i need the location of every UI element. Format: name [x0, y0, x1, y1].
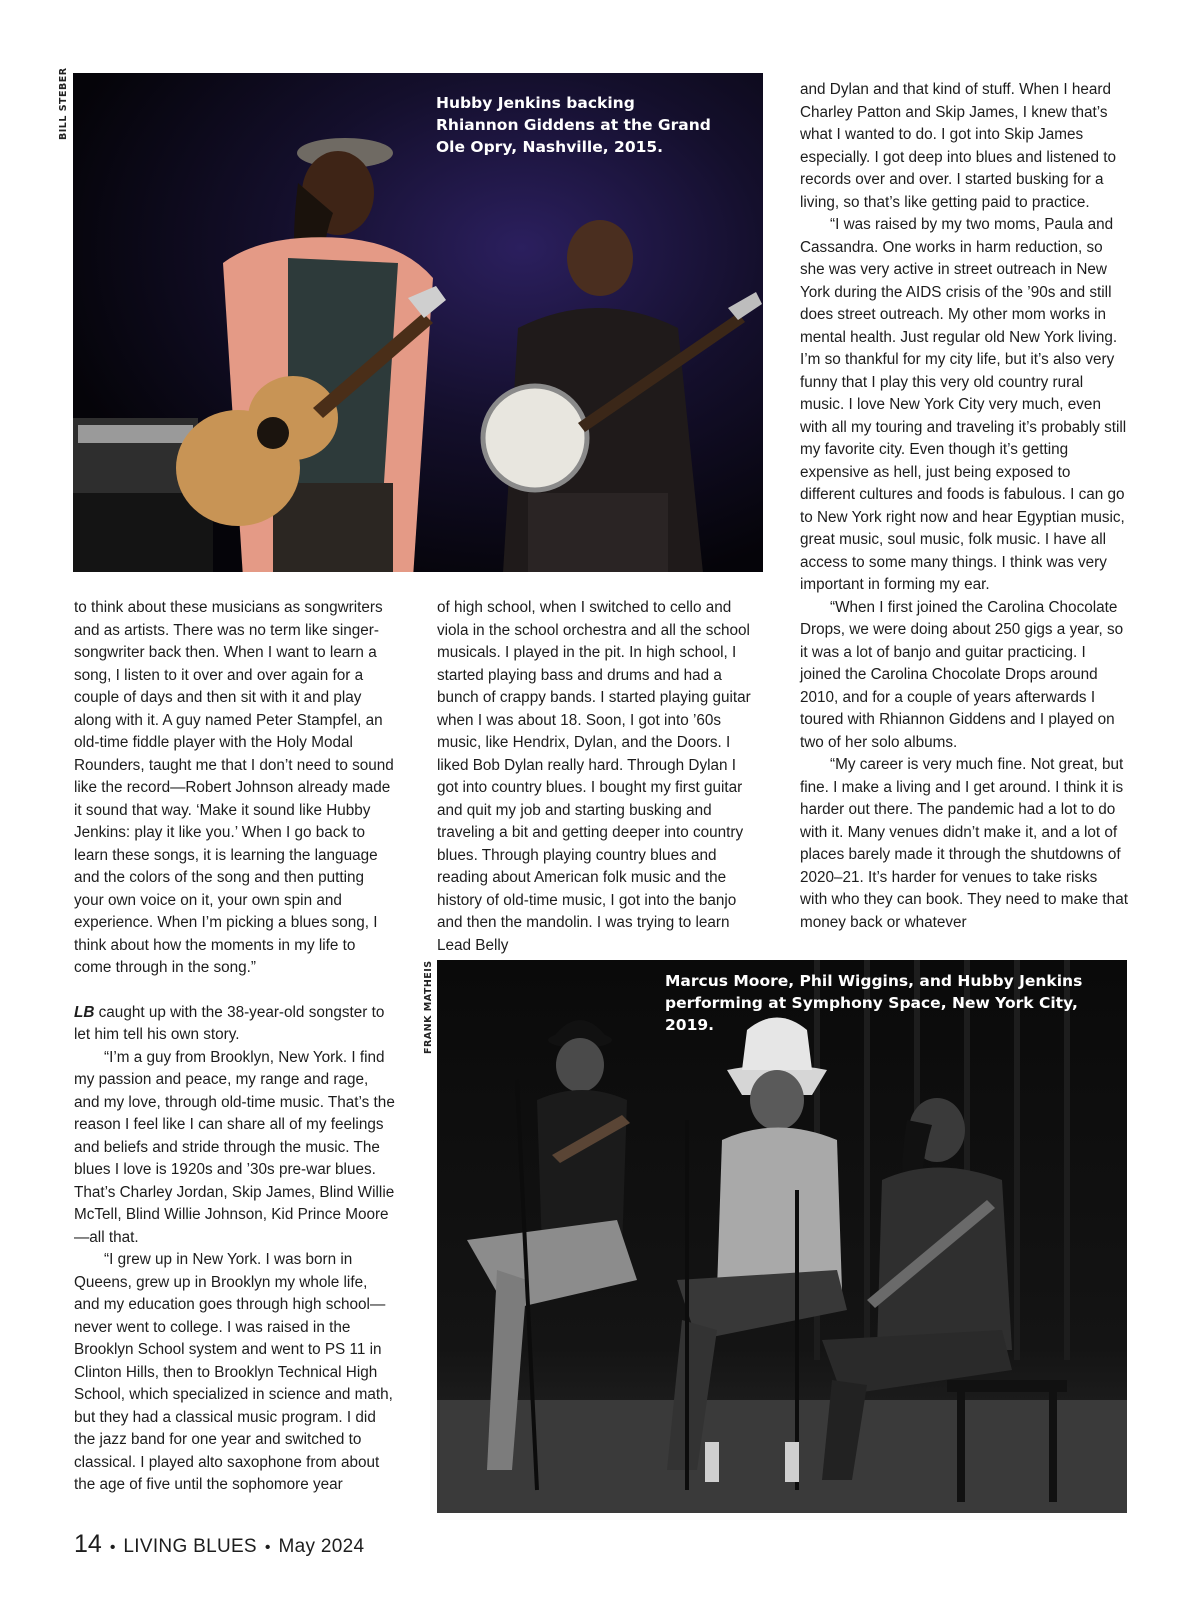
article-column-3	[800, 79, 1128, 934]
paragraph: “When I first joined the Carolina Chocolate Drops, we were doing about 250 gigs a year, so it was a lot of banjo and guitar practicing. I joined the Carolina Chocolate Drops around 2010, and for a couple of years afterwards I toured with Rhiannon Giddens and I played on two of her solo albums.	[800, 598, 1124, 751]
paragraph: to think about these musicians as songwriters and as artists. There was no term like singer-songwriter back then. When I want to learn a song, I listen to it over and over again for a couple of days and then sit with it and play along with it. A guy named Peter Stampfel, an old-time fiddle player with the Holy Modal Rounders, taught me that I don’t need to sound like the record—Robert Johnson already made it sound that way. ‘Make it sound like Hubby Jenkins: play it like you.’ When I go back to learn these songs, it is learning the language and the colors of the song and then putting your own voice on it, your own spin and experience. When I’m picking a blues song, I think about how the moments in my life to come through in the song.”	[74, 599, 394, 976]
paragraph: “I grew up in New York. I was born in Queens, grew up in Brooklyn my whole life, and my education goes through high school—never went to college. I was raised in the Brooklyn School system and went to PS 11 in Clinton Hills, then to Brooklyn Technical High School, which specialized in science and math, but they had a classical music program. I did the jazz band for one year and switched to classical. I played alto saxophone from about the age of five until the sophomore year	[74, 1251, 393, 1493]
paragraph: and Dylan and that kind of stuff. When I heard Charley Patton and Skip James, I knew that’s what I wanted to do. I got into Skip James especially. I got deep into blues and listened to records over and over. I started busking for a living, so that’s like getting paid to practice.	[800, 81, 1117, 211]
lb-initials: LB	[74, 1003, 95, 1021]
article-column-2	[437, 597, 759, 957]
photo-caption-bottom: Marcus Moore, Phil Wiggins, and Hubby Jenkins performing at Symphony Space, New York City, 2019.	[665, 972, 1083, 1034]
issue-date: May 2024	[278, 1536, 365, 1557]
paragraph: “I’m a guy from Brooklyn, New York. I find my passion and peace, my range and rage, and my love, through old-time music. That’s the reason I feel like I can share all of my feelings and beliefs and stride through the music. The blues I love is 1920s and ’30s pre-war blues. That’s Charley Jordan, Skip James, Blind Willie McTell, Blind Willie Johnson, Kid Prince Moore—all that.	[74, 1048, 395, 1246]
paragraph: “My career is very much fine. Not great, but fine. I make a living and I get around. I think it is harder out there. The pandemic had a lot to do with it. Many venues didn’t make it, and a lot of places barely made it through the shutdowns of 2020–21. It’s harder for venues to take risks with who they can book. They need to make that money back or whatever	[800, 756, 1128, 931]
photo-caption-top: Hubby Jenkins backing Rhiannon Giddens at the Grand Ole Opry, Nashville, 2015.	[436, 94, 711, 156]
magazine-name: LIVING BLUES	[123, 1536, 257, 1557]
photo-top-concert	[73, 73, 763, 572]
paragraph: “I was raised by my two moms, Paula and Cassandra. One works in harm reduction, so she was very active in street outreach in New York during the AIDS crisis of the ’90s and still does street outreach. My other mom works in mental health. Just regular old New York living. I’m so thankful for my city life, but it’s also very funny that I play this very old country rural music. I love New York City very much, even with all my touring and traveling it’s probably still my favorite city. Even though it’s getting expensive as hell, just being exposed to different cultures and foods is fabulous. I can go to New York right now and hear Egyptian music, great music, soul music, folk music. I have all access to some many things. I think was very important in forming my ear.	[800, 216, 1127, 593]
photo-credit-top: BILL STEBER	[58, 67, 69, 140]
photo-bottom-trio	[437, 960, 1127, 1513]
photo-credit-bottom: FRANK MATHEIS	[423, 960, 434, 1054]
paragraph-text: caught up with the 38-year-old songster to let him tell his own story.	[74, 1003, 385, 1043]
article-column-1	[74, 597, 396, 1497]
bullet-separator: •	[109, 1539, 116, 1556]
paragraph-lb	[74, 1002, 396, 1047]
page-folio	[74, 1530, 364, 1559]
trio-performance-illustration	[437, 960, 1127, 1513]
bullet-separator: •	[264, 1539, 271, 1556]
paragraph: of high school, when I switched to cello and viola in the school orchestra and all the school musicals. I played in the pit. In high school, I started playing bass and drums and had a bunch of crappy bands. I started playing guitar when I was about 18. Soon, I got into ’60s music, like Hendrix, Dylan, and the Doors. I liked Bob Dylan really hard. Through Dylan I got into country blues. I bought my first guitar and quit my job and starting busking and traveling a bit and getting deeper into country blues. Through playing country blues and reading about American folk music and the history of old-time music, I got into the banjo and then the mandolin. I was trying to learn Lead Belly	[437, 599, 751, 954]
page-number: 14	[74, 1530, 102, 1558]
